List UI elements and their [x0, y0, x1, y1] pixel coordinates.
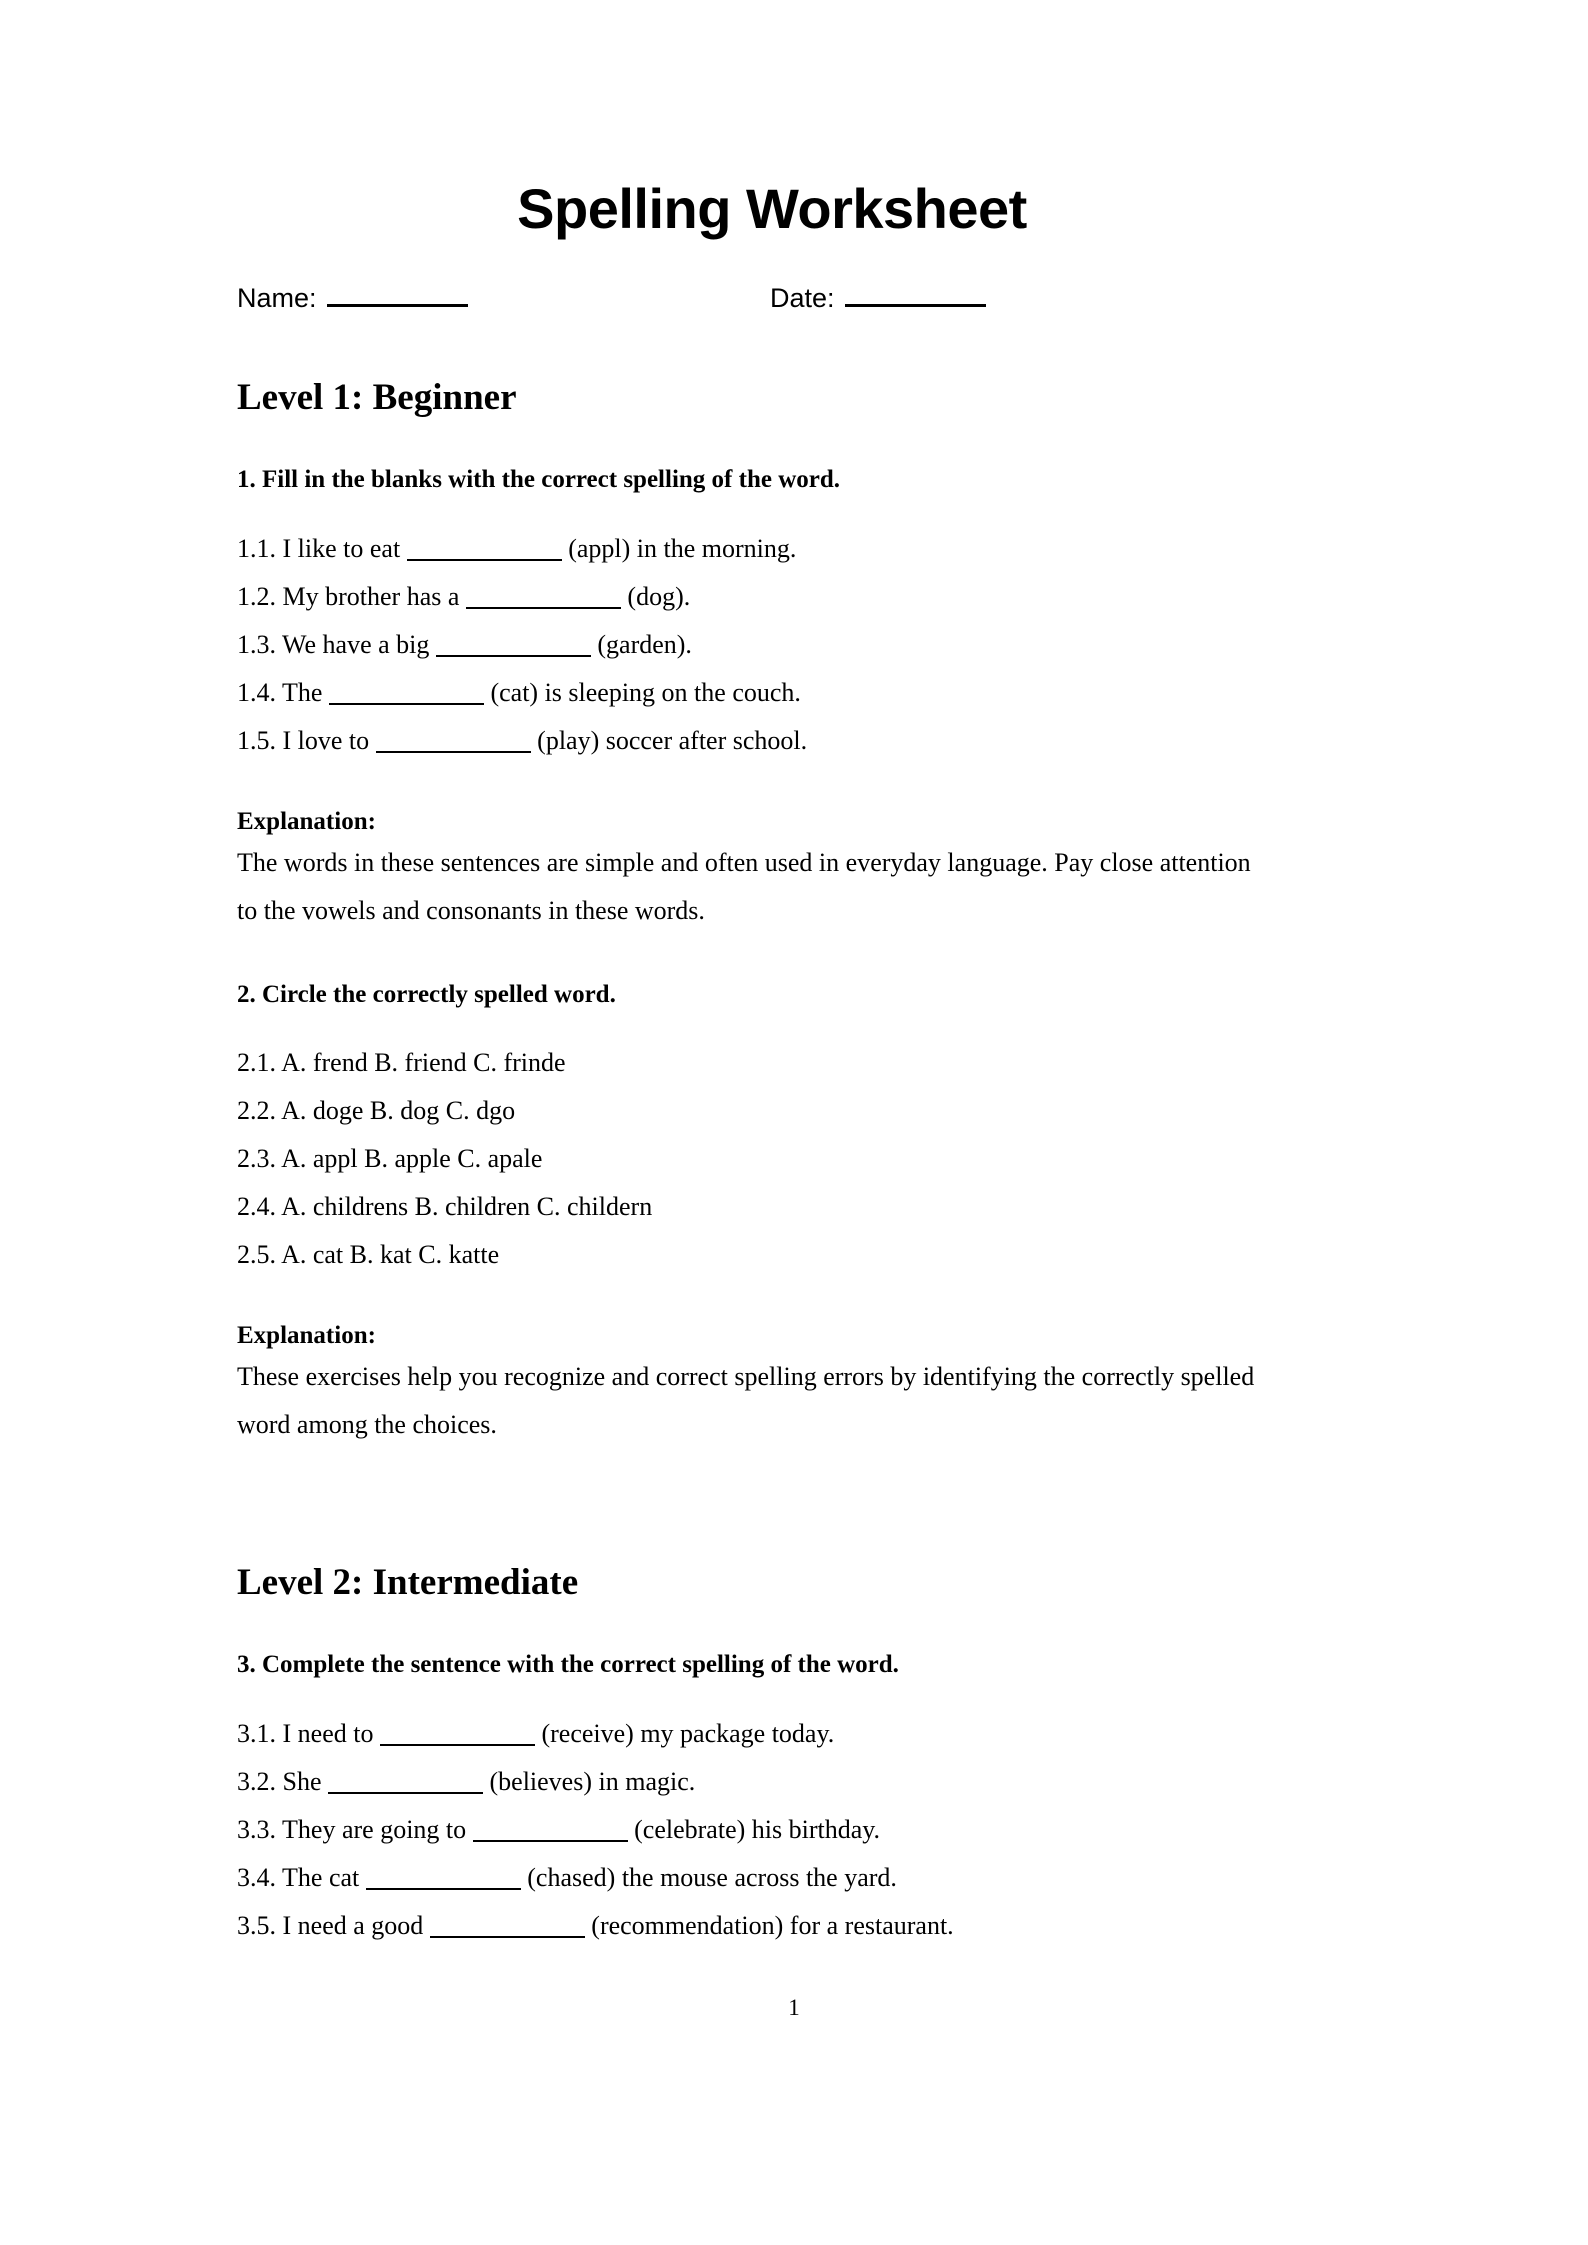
exercise-3	[237, 1649, 1307, 1950]
question-item[interactable]	[237, 573, 1307, 621]
student-info-row	[237, 281, 1307, 315]
question-number: 1.3.	[237, 630, 276, 659]
choice-text[interactable]: A. childrens B. children C. childern	[276, 1192, 653, 1221]
question-text-after: (play) soccer after school.	[530, 726, 808, 755]
exercise-2-explanation	[237, 1318, 1307, 1449]
question-item[interactable]	[237, 717, 1307, 765]
question-text-before: I like to eat	[276, 534, 407, 563]
question-number: 3.2.	[237, 1767, 276, 1796]
question-number: 3.3.	[237, 1815, 276, 1844]
question-item[interactable]	[237, 1087, 1307, 1135]
name-blank-line[interactable]	[327, 284, 468, 307]
exercise-2-question-list	[237, 1039, 1307, 1279]
date-field[interactable]	[770, 281, 986, 315]
answer-blank[interactable]	[328, 1770, 483, 1794]
question-number: 1.5.	[237, 726, 276, 755]
exercise-1-question-list	[237, 525, 1307, 765]
exercise-1	[237, 464, 1307, 935]
answer-blank[interactable]	[407, 537, 562, 561]
choice-text[interactable]: A. frend B. friend C. frinde	[276, 1048, 566, 1077]
level-1-heading: Level 1: Beginner	[237, 377, 517, 418]
question-item[interactable]	[237, 669, 1307, 717]
question-number: 3.4.	[237, 1863, 276, 1892]
question-item[interactable]	[237, 1758, 1307, 1806]
level-2-heading: Level 2: Intermediate	[237, 1562, 579, 1603]
exercise-1-prompt: 1. Fill in the blanks with the correct spelling of the word.	[237, 466, 841, 493]
explanation-body: The words in these sentences are simple and often used in everyday language. Pay close attention to the vowels and consonants in these words.	[237, 848, 1251, 925]
question-item[interactable]	[237, 1710, 1307, 1758]
question-item[interactable]	[237, 1039, 1307, 1087]
question-text-before: I need a good	[276, 1911, 430, 1940]
question-text-before: She	[276, 1767, 328, 1796]
answer-blank[interactable]	[466, 585, 621, 609]
question-number: 2.2.	[237, 1096, 276, 1125]
question-text-before: The cat	[276, 1863, 366, 1892]
question-text-after: (chased) the mouse across the yard.	[520, 1863, 897, 1892]
name-field[interactable]	[237, 281, 468, 315]
explanation-label: Explanation:	[237, 808, 376, 835]
answer-blank[interactable]	[329, 681, 484, 705]
question-text-before: The	[276, 678, 329, 707]
answer-blank[interactable]	[366, 1866, 521, 1890]
answer-blank[interactable]	[473, 1818, 628, 1842]
question-item[interactable]	[237, 1806, 1307, 1854]
answer-blank[interactable]	[376, 729, 531, 753]
question-item[interactable]	[237, 621, 1307, 669]
explanation-label: Explanation:	[237, 1322, 376, 1349]
date-blank-line[interactable]	[845, 284, 986, 307]
worksheet-content	[237, 0, 1307, 1950]
question-item[interactable]	[237, 1183, 1307, 1231]
question-item[interactable]	[237, 1231, 1307, 1279]
answer-blank[interactable]	[380, 1722, 535, 1746]
question-text-after: (recommendation) for a restaurant.	[584, 1911, 954, 1940]
choice-text[interactable]: A. cat B. kat C. katte	[276, 1240, 500, 1269]
choice-text[interactable]: A. appl B. apple C. apale	[276, 1144, 543, 1173]
question-item[interactable]	[237, 1135, 1307, 1183]
level-section-2	[237, 1561, 1307, 1950]
question-text-after: (appl) in the morning.	[561, 534, 797, 563]
question-item[interactable]	[237, 1902, 1307, 1950]
question-number: 1.1.	[237, 534, 276, 563]
exercise-3-question-list	[237, 1710, 1307, 1950]
question-text-before: They are going to	[276, 1815, 473, 1844]
question-text-after: (receive) my package today.	[534, 1719, 835, 1748]
question-number: 2.5.	[237, 1240, 276, 1269]
question-text-before: We have a big	[276, 630, 436, 659]
question-text-after: (dog).	[620, 582, 691, 611]
question-text-before: I need to	[276, 1719, 380, 1748]
exercise-2	[237, 979, 1307, 1449]
exercise-2-prompt: 2. Circle the correctly spelled word.	[237, 981, 616, 1008]
exercise-1-explanation	[237, 804, 1307, 935]
question-text-after: (garden).	[590, 630, 692, 659]
question-item[interactable]	[237, 1854, 1307, 1902]
question-text-before: My brother has a	[276, 582, 466, 611]
question-text-before: I love to	[276, 726, 376, 755]
question-number: 1.4.	[237, 678, 276, 707]
question-number: 3.1.	[237, 1719, 276, 1748]
name-label: Name:	[237, 283, 317, 313]
question-number: 2.1.	[237, 1048, 276, 1077]
question-text-after: (celebrate) his birthday.	[627, 1815, 881, 1844]
level-section-1	[237, 376, 1307, 1449]
choice-text[interactable]: A. doge B. dog C. dgo	[276, 1096, 516, 1125]
question-number: 1.2.	[237, 582, 276, 611]
question-number: 3.5.	[237, 1911, 276, 1940]
exercise-3-prompt: 3. Complete the sentence with the correct spelling of the word.	[237, 1651, 899, 1678]
date-label: Date:	[770, 283, 835, 313]
answer-blank[interactable]	[430, 1914, 585, 1938]
explanation-body: These exercises help you recognize and correct spelling errors by identifying the correctly spelled word among the choices.	[237, 1362, 1255, 1439]
answer-blank[interactable]	[436, 633, 591, 657]
page-title: Spelling Worksheet	[517, 177, 1027, 240]
question-number: 2.3.	[237, 1144, 276, 1173]
question-number: 2.4.	[237, 1192, 276, 1221]
question-item[interactable]	[237, 525, 1307, 573]
page-number: 1	[788, 1995, 800, 2020]
question-text-after: (cat) is sleeping on the couch.	[483, 678, 801, 707]
question-text-after: (believes) in magic.	[483, 1767, 696, 1796]
